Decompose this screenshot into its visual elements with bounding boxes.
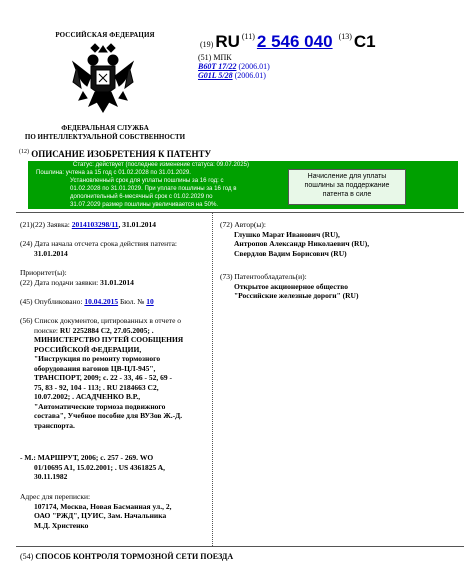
cited-list: [20, 326, 210, 431]
ipc-row: [198, 62, 270, 71]
author-name: Глушко Марат Иванович (RU),: [234, 229, 340, 239]
application-label: (21)(22) Заявка:: [20, 220, 70, 229]
code-54: (54): [20, 552, 34, 561]
ipc-version: (2006.01): [234, 71, 266, 80]
bulletin-number-link[interactable]: 10: [146, 297, 154, 306]
holder-line: Открытое акционерное общество: [234, 281, 348, 291]
status-line: Пошлина: учтена за 15 год с 01.02.2028 по 31.01.2029.: [36, 169, 191, 176]
status-line: 31.07.2029 размер пошлины увеличивается на 50%.: [70, 201, 219, 208]
status-line: 01.02.2028 по 31.01.2029. При уплате пошлины за 16 год в: [70, 185, 237, 192]
address-line: 107174, Москва, Новая Басманная ул., 2,: [34, 501, 172, 511]
author-name: Свердлов Вадим Борисович (RU): [234, 248, 347, 258]
patent-holder-field: [220, 272, 460, 301]
fee-button-line: пошлины за поддержание: [304, 182, 390, 189]
cited-line: состава", Учебное пособие для ВУЗов Ж.-Д.: [34, 411, 183, 420]
divider-vertical: [212, 213, 213, 546]
divider-top: [16, 212, 464, 213]
priority-field: [20, 268, 210, 287]
status-line: дополнительный 6-месячный срок с 01.02.2029 по: [70, 193, 213, 200]
cited-cont-line: 30.11.1982: [34, 472, 68, 481]
ipc-link[interactable]: G01L 5/28: [198, 71, 233, 80]
service-line-1: ФЕДЕРАЛЬНАЯ СЛУЖБА: [61, 124, 149, 132]
cited-line: 75, 83 - 92, 104 - 113; . RU 2184663 C2,: [34, 382, 159, 392]
code-12: (12): [19, 149, 29, 155]
application-field: [20, 220, 210, 230]
cited-line: транспорта.: [34, 420, 75, 430]
ipc-link[interactable]: B60T 17/22: [198, 62, 237, 71]
authors-field: [220, 220, 460, 258]
holder-label: (73) Патентообладатель(и):: [220, 272, 307, 281]
application-date: , 31.01.2014: [118, 220, 156, 229]
cited-line: "Инструкция по ремонту тормозного: [34, 354, 161, 363]
description-title-text: ОПИСАНИЕ ИЗОБРЕТЕНИЯ К ПАТЕНТУ: [31, 149, 212, 159]
cited-line: ТРАНСПОРТ, 2009; с. 22 - 33, 46 - 52, 69 -: [34, 373, 172, 382]
address-line: ОАО "РЖД", ЦУИС, Зам. Начальника: [34, 511, 167, 520]
status-text: [36, 161, 286, 209]
patent-number-block: [200, 32, 376, 52]
cited-documents-field: [20, 316, 210, 430]
author-name: Антропов Александр Николаевич (RU),: [234, 239, 370, 248]
fee-payment-button[interactable]: [288, 169, 406, 205]
holder-name: [220, 282, 460, 301]
coat-of-arms-emblem: [69, 42, 137, 118]
code-11: (11): [241, 32, 255, 41]
invention-title-row: [20, 552, 233, 561]
cited-line: поиске: RU 2252884 C2, 27.05.2005; .: [34, 325, 154, 335]
correspondence-field: [20, 492, 210, 530]
cited-continuation: [20, 453, 210, 482]
status-line: Установленный срок для уплаты пошлины за 16 год: с: [70, 177, 224, 184]
priority-label: Приоритет(ы):: [20, 268, 67, 277]
cited-line: 10.07.2002; . АСАДЧЕНКО В.Р.,: [34, 392, 141, 401]
service-line-2: ПО ИНТЕЛЛЕКТУАЛЬНОЙ СОБСТВЕННОСТИ: [24, 133, 186, 141]
country-code: RU: [215, 32, 240, 51]
code-13: (13): [338, 32, 352, 41]
correspondence-label: Адрес для переписки:: [20, 492, 91, 501]
authors-list: [220, 230, 460, 259]
filing-date-row: [20, 278, 210, 288]
cited-line: оборудования вагонов ЦВ-ЦЛ-945",: [34, 363, 156, 373]
term-start-label: (24) Дата начала отсчета срока действия патента:: [20, 239, 177, 248]
code-19: (19): [200, 40, 214, 49]
mpk-label: (51) МПК: [198, 53, 232, 62]
address-line: М.Д. Христенко: [34, 520, 89, 530]
description-title: [19, 149, 211, 159]
divider-bottom: [16, 546, 464, 547]
kind-code: C1: [353, 32, 376, 51]
term-start-value: 31.01.2014: [34, 248, 68, 258]
fee-button-line: патента в силе: [322, 191, 372, 198]
bulletin-label: Бюл. №: [119, 297, 145, 306]
fee-button-line: Начисление для уплаты: [307, 173, 387, 180]
patent-number-link[interactable]: 2 546 040: [256, 32, 333, 51]
publication-field: [20, 297, 210, 307]
application-number-link[interactable]: 2014103298/11: [71, 220, 119, 229]
publication-date-link[interactable]: 10.04.2015: [84, 297, 119, 306]
status-line: Статус: действует (последнее изменение статуса: 09.07.2025): [72, 161, 250, 168]
invention-title: СПОСОБ КОНТРОЛЯ ТОРМОЗНОЙ СЕТИ ПОЕЗДА: [35, 552, 234, 561]
service-name: [20, 124, 190, 142]
cited-line: РОССИЙСКОЙ ФЕДЕРАЦИИ,: [34, 344, 142, 354]
holder-line: "Российские железные дороги" (RU): [234, 291, 359, 300]
correspondence-address: [20, 502, 210, 531]
cited-line: "Автоматические тормоза подвижного: [34, 401, 166, 411]
publication-label: (45) Опубликовано:: [20, 297, 83, 306]
cited-cont-line: 01/10695 A1, 15.02.2001; . US 4361825 A,: [34, 462, 166, 472]
ipc-block: [198, 53, 270, 80]
term-start-field: [20, 239, 210, 258]
filing-date-value: 31.01.2014: [100, 277, 134, 287]
cited-cont-line: - М.: МАРШРУТ, 2006; с. 257 - 269. WO: [20, 453, 154, 462]
country-name: РОССИЙСКАЯ ФЕДЕРАЦИЯ: [55, 31, 155, 39]
cited-label: (56) Список документов, цитированных в отчете о: [20, 316, 182, 325]
filing-date-label: (22) Дата подачи заявки:: [20, 277, 99, 287]
ipc-row: [198, 71, 270, 80]
authors-label: (72) Автор(ы):: [220, 220, 266, 229]
ipc-version: (2006.01): [238, 62, 270, 71]
cited-line: МИНИСТЕРСТВО ПУТЕЙ СООБЩЕНИЯ: [34, 335, 184, 344]
